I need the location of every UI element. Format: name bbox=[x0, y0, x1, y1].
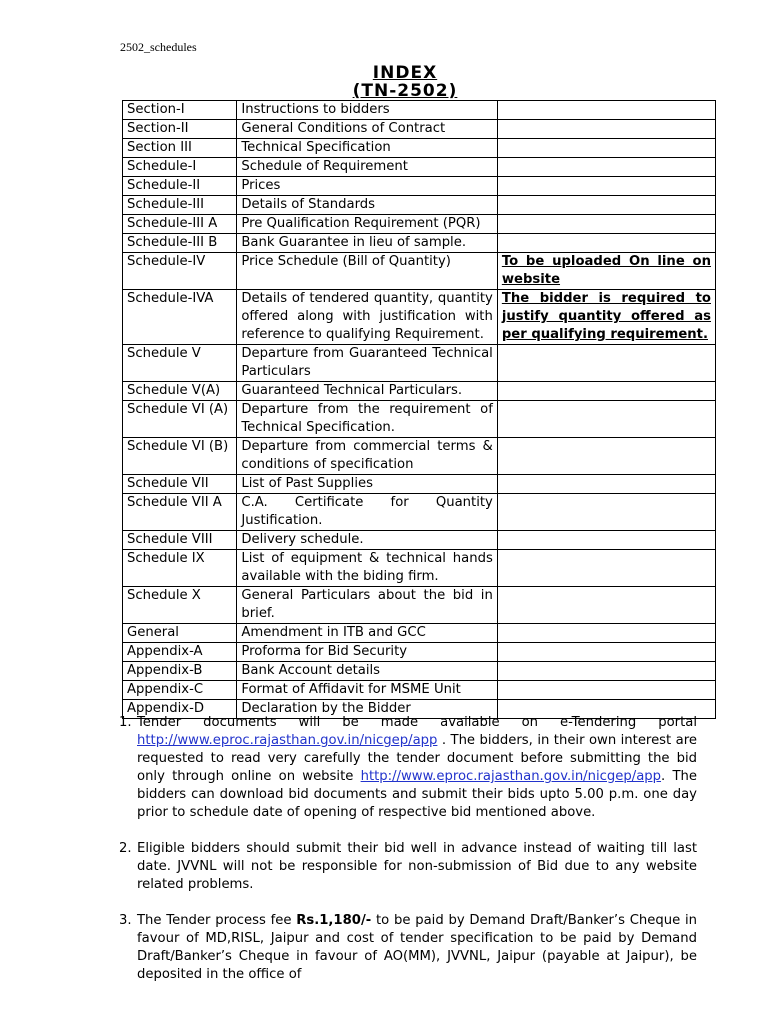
description-cell: Technical Specification bbox=[237, 139, 497, 158]
section-cell: Section III bbox=[123, 139, 237, 158]
instruction-number: 3. bbox=[119, 913, 132, 928]
section-cell: Schedule-III A bbox=[123, 215, 237, 234]
instruction-text: Tender documents will be made available on e-Tendering portal bbox=[137, 715, 697, 730]
title-tender-number: (TN-2502) bbox=[352, 81, 458, 101]
description-cell: Schedule of Requirement bbox=[237, 158, 497, 177]
remarks-cell bbox=[497, 177, 715, 196]
tender-fee-amount: Rs.1,180/- bbox=[296, 913, 372, 928]
section-cell: Schedule-IVA bbox=[123, 290, 237, 345]
description-cell: General Conditions of Contract bbox=[237, 120, 497, 139]
eproc-website-link[interactable]: http://www.eproc.rajasthan.gov.in/nicgep/app bbox=[360, 769, 662, 784]
table-row bbox=[123, 401, 716, 438]
section-cell: Schedule VI (B) bbox=[123, 438, 237, 475]
instruction-text: to be paid by Demand Draft/Banker’s Cheque in favour of MD,RISL, Jaipur and cost of tender specification to be paid by Demand Draft/Banker’s Cheque in favour of AO(MM), JVVNL, Jaipur (payable at Jaipur), be deposited in the office of bbox=[137, 913, 697, 982]
section-cell: Schedule-III B bbox=[123, 234, 237, 253]
title-index: INDEX bbox=[372, 63, 438, 83]
table-row bbox=[123, 438, 716, 475]
remarks-cell: To be uploaded On line on website bbox=[497, 253, 715, 290]
section-cell: Schedule-III bbox=[123, 196, 237, 215]
remarks-cell bbox=[497, 624, 715, 643]
table-row bbox=[123, 215, 716, 234]
table-row bbox=[123, 139, 716, 158]
table-row bbox=[123, 234, 716, 253]
remarks-cell bbox=[497, 475, 715, 494]
instructions-list bbox=[119, 714, 697, 1002]
description-cell: C.A. Certificate for Quantity Justification. bbox=[237, 494, 497, 531]
instruction-text: . The bidders, in their own interest are requested to read very carefully the tender document before submitting the bid only through online on website bbox=[137, 733, 697, 784]
remarks-cell bbox=[497, 681, 715, 700]
remarks-cell bbox=[497, 120, 715, 139]
description-cell: List of Past Supplies bbox=[237, 475, 497, 494]
section-cell: Appendix-B bbox=[123, 662, 237, 681]
section-cell: Appendix-D bbox=[123, 700, 237, 719]
document-id: 2502_schedules bbox=[120, 40, 197, 54]
section-cell: Schedule VII bbox=[123, 475, 237, 494]
description-cell: Proforma for Bid Security bbox=[237, 643, 497, 662]
description-cell: Details of tendered quantity, quantity offered along with justification with reference to qualifying Requirement. bbox=[237, 290, 497, 345]
remarks-cell bbox=[497, 587, 715, 624]
table-row bbox=[123, 494, 716, 531]
table-row bbox=[123, 382, 716, 401]
remarks-cell bbox=[497, 234, 715, 253]
remarks-cell bbox=[497, 643, 715, 662]
instruction-item-3 bbox=[119, 912, 697, 984]
table-row bbox=[123, 101, 716, 120]
eproc-portal-link[interactable]: http://www.eproc.rajasthan.gov.in/nicgep/app bbox=[137, 733, 438, 748]
instruction-item-1 bbox=[119, 714, 697, 822]
section-cell: Appendix-A bbox=[123, 643, 237, 662]
instruction-text: . The bidders can download bid documents and submit their bids upto 5.00 p.m. one day prior to schedule date of opening of respective bid mentioned above. bbox=[137, 769, 697, 820]
description-cell: Price Schedule (Bill of Quantity) bbox=[237, 253, 497, 290]
table-row bbox=[123, 624, 716, 643]
instruction-item-2 bbox=[119, 840, 697, 894]
table-row bbox=[123, 643, 716, 662]
remarks-cell bbox=[497, 662, 715, 681]
table-row bbox=[123, 158, 716, 177]
remarks-cell bbox=[497, 494, 715, 531]
remarks-cell bbox=[497, 196, 715, 215]
remarks-cell bbox=[497, 438, 715, 475]
remarks-cell bbox=[497, 345, 715, 382]
table-row bbox=[123, 662, 716, 681]
description-cell: Delivery schedule. bbox=[237, 531, 497, 550]
section-cell: Schedule-I bbox=[123, 158, 237, 177]
section-cell: Schedule-II bbox=[123, 177, 237, 196]
table-row bbox=[123, 196, 716, 215]
section-cell: Schedule VIII bbox=[123, 531, 237, 550]
section-cell: Schedule X bbox=[123, 587, 237, 624]
description-cell: Bank Guarantee in lieu of sample. bbox=[237, 234, 497, 253]
instruction-number: 2. bbox=[119, 841, 132, 856]
description-cell: Declaration by the Bidder bbox=[237, 700, 497, 719]
section-cell: Schedule VII A bbox=[123, 494, 237, 531]
description-cell: Amendment in ITB and GCC bbox=[237, 624, 497, 643]
instruction-text: Eligible bidders should submit their bid well in advance instead of waiting till last date. JVVNL will not be responsible for non-submission of Bid due to any website related problems. bbox=[137, 841, 697, 892]
remarks-cell bbox=[497, 401, 715, 438]
index-table bbox=[122, 100, 716, 719]
section-cell: Schedule V bbox=[123, 345, 237, 382]
remarks-cell bbox=[497, 101, 715, 120]
remarks-cell bbox=[497, 215, 715, 234]
table-row bbox=[123, 531, 716, 550]
remarks-cell bbox=[497, 550, 715, 587]
description-cell: Guaranteed Technical Particulars. bbox=[237, 382, 497, 401]
table-row bbox=[123, 253, 716, 290]
section-cell: Schedule-IV bbox=[123, 253, 237, 290]
description-cell: Instructions to bidders bbox=[237, 101, 497, 120]
section-cell: Appendix-C bbox=[123, 681, 237, 700]
table-row bbox=[123, 681, 716, 700]
table-row bbox=[123, 587, 716, 624]
page-title bbox=[300, 64, 510, 100]
table-row bbox=[123, 177, 716, 196]
section-cell: General bbox=[123, 624, 237, 643]
section-cell: Schedule VI (A) bbox=[123, 401, 237, 438]
table-row bbox=[123, 550, 716, 587]
table-row bbox=[123, 290, 716, 345]
table-row bbox=[123, 120, 716, 139]
instruction-text: The Tender process fee bbox=[137, 913, 297, 928]
table-row bbox=[123, 345, 716, 382]
remarks-cell: The bidder is required to justify quantity offered as per qualifying requirement. bbox=[497, 290, 715, 345]
description-cell: Prices bbox=[237, 177, 497, 196]
description-cell: Departure from Guaranteed Technical Particulars bbox=[237, 345, 497, 382]
description-cell: Bank Account details bbox=[237, 662, 497, 681]
section-cell: Schedule IX bbox=[123, 550, 237, 587]
description-cell: Departure from the requirement of Technical Specification. bbox=[237, 401, 497, 438]
section-cell: Section-II bbox=[123, 120, 237, 139]
description-cell: General Particulars about the bid in brief. bbox=[237, 587, 497, 624]
remarks-cell bbox=[497, 139, 715, 158]
description-cell: Details of Standards bbox=[237, 196, 497, 215]
remarks-cell bbox=[497, 158, 715, 177]
description-cell: Pre Qualification Requirement (PQR) bbox=[237, 215, 497, 234]
remarks-cell bbox=[497, 531, 715, 550]
instruction-number: 1. bbox=[119, 715, 132, 730]
table-row bbox=[123, 475, 716, 494]
description-cell: Departure from commercial terms & conditions of specification bbox=[237, 438, 497, 475]
section-cell: Schedule V(A) bbox=[123, 382, 237, 401]
remarks-cell bbox=[497, 382, 715, 401]
section-cell: Section-I bbox=[123, 101, 237, 120]
description-cell: Format of Affidavit for MSME Unit bbox=[237, 681, 497, 700]
description-cell: List of equipment & technical hands available with the biding firm. bbox=[237, 550, 497, 587]
